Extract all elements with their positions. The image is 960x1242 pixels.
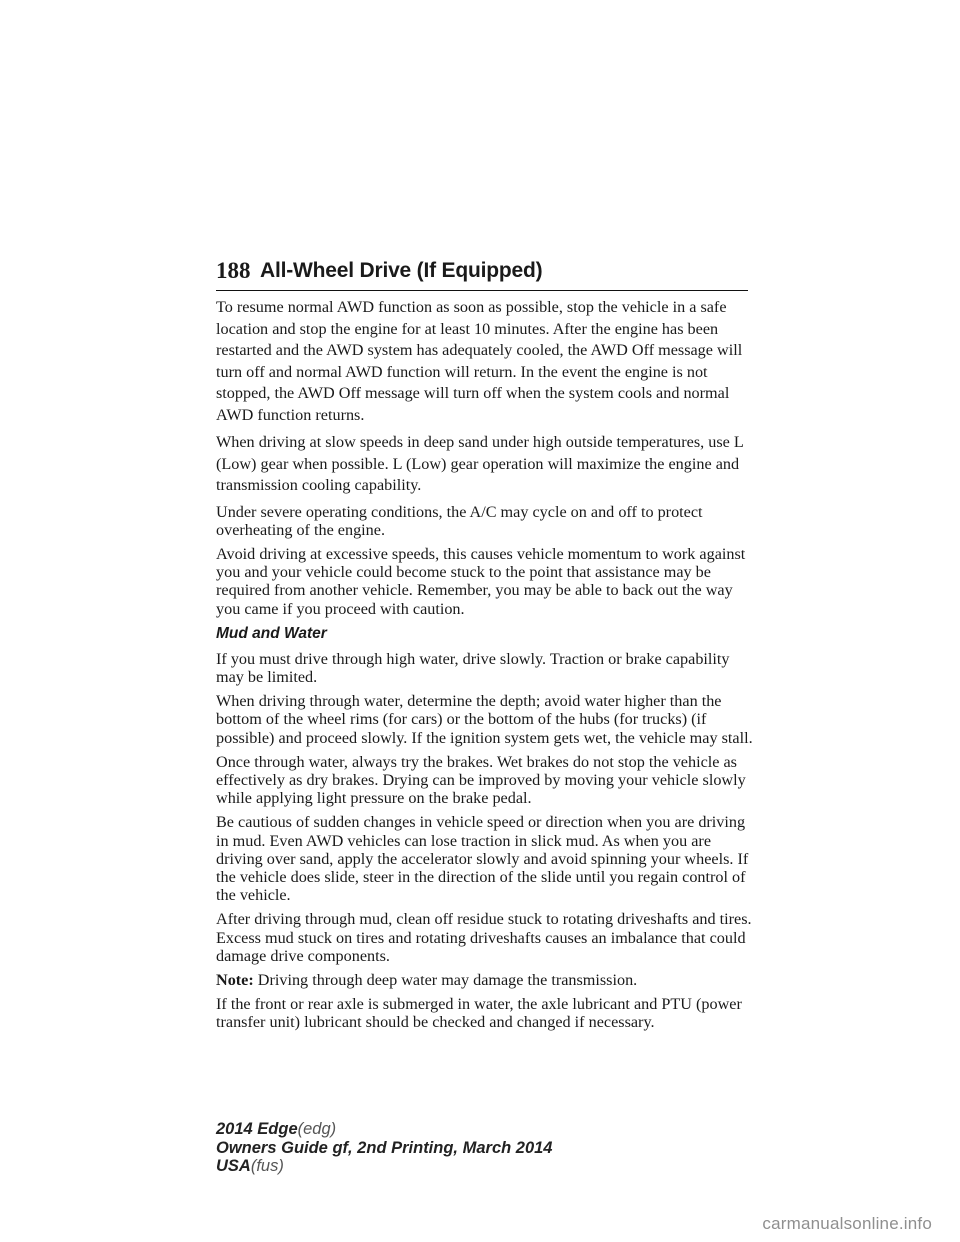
- note-label: Note:: [216, 970, 254, 989]
- paragraph-high-water: If you must drive through high water, drive slowly. Traction or brake capability may be limited.: [216, 649, 730, 686]
- page-number: 188: [216, 258, 251, 283]
- footer-region-code: (fus): [250, 1157, 284, 1175]
- paragraph-ac-cycling: Under severe operating conditions, the A/C may cycle on and off to protect overheating of the engine.: [216, 502, 703, 539]
- paragraph-awd-resume: To resume normal AWD function as soon as possible, stop the vehicle in a safe location and stop the engine for at least 10 minutes. After the engine has been restarted and the AWD system has adequately cooled, the AWD Off message will turn off and normal AWD function will return. In the event the engine is not stopped, the AWD Off message will turn off when the system cools and normal AWD function returns.: [216, 298, 743, 424]
- footer-model-code: (edg): [297, 1120, 337, 1138]
- footer-guide-line: Owners Guide gf, 2nd Printing, March 2014: [216, 1138, 553, 1157]
- paragraph-excessive-speed: Avoid driving at excessive speeds, this causes vehicle momentum to work against you and your vehicle could become stuck to the point that assistance may be required from another vehicle. Remember, you may be able to back out the way you came if you proceed with caution.: [216, 544, 746, 618]
- footer-model: 2014 Edge: [216, 1120, 298, 1138]
- footer-region-line: [216, 1157, 553, 1176]
- watermark: carmanualsonline.info: [762, 1214, 932, 1233]
- chapter-title: All-Wheel Drive (If Equipped): [260, 259, 543, 282]
- paragraph-mud-cleanup: After driving through mud, clean off residue stuck to rotating driveshafts and tires. Excess mud stuck on tires and rotating driveshafts causes an imbalance that could damage drive components.: [216, 910, 752, 965]
- section-heading: Mud and Water: [216, 624, 327, 642]
- note-text: Driving through deep water may damage the transmission.: [257, 970, 638, 989]
- paragraph-wet-brakes: Once through water, always try the brakes. Wet brakes do not stop the vehicle as effectively as dry brakes. Drying can be improved by moving your vehicle slowly while applying light pressure on the brake pedal.: [216, 752, 746, 808]
- footer-model-line: [216, 1120, 553, 1139]
- note: [216, 971, 756, 989]
- footer-region: USA: [216, 1157, 251, 1175]
- paragraph-axle-submerged: If the front or rear axle is submerged in water, the axle lubricant and PTU (power transfer unit) lubricant should be checked and changed if necessary.: [216, 995, 742, 1032]
- paragraph-water-depth: When driving through water, determine the depth; avoid water higher than the bottom of the wheel rims (for cars) or the bottom of the hubs (for trucks) (if possible) and proceed slowly. If the ignition system gets wet, the vehicle may stall.: [216, 692, 753, 747]
- paragraph-mud-driving: Be cautious of sudden changes in vehicle speed or direction when you are driving in mud. Even AWD vehicles can lose traction in slick mud. As when you are driving over sand, apply the accelerator slowly and avoid spinning your wheels. If the vehicle does slide, steer in the direction of the slide until you regain control of the vehicle.: [216, 813, 749, 905]
- body-text: [216, 297, 756, 1038]
- paragraph-sand-driving: When driving at slow speeds in deep sand under high outside temperatures, use L (Low) gear when possible. L (Low) gear operation will maximize the engine and transmission cooling capability.: [216, 433, 744, 494]
- page-header: [216, 256, 748, 291]
- page-footer: [216, 1120, 553, 1176]
